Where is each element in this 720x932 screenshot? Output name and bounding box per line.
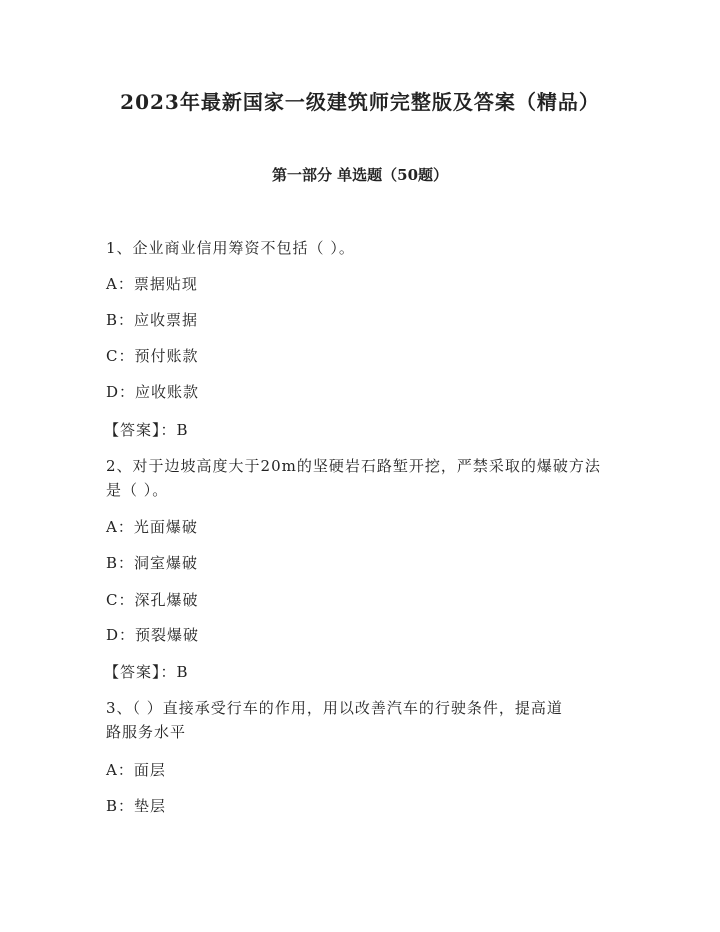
section-title: 第一部分 单选题（50题） (271, 166, 449, 184)
document-title: 2023年最新国家一级建筑师完整版及答案（精品） (120, 90, 600, 114)
question-1-option-d: D：应收账款 (106, 383, 200, 401)
question-1-option-a: A：票据贴现 (106, 275, 198, 293)
question-2-stem-line-2: 是（ ）。 (106, 481, 169, 499)
question-3-option-a: A：面层 (106, 761, 166, 779)
question-3-stem-line-2: 路服务水平 (106, 723, 187, 741)
question-2-option-c: C：深孔爆破 (106, 591, 199, 609)
question-1-answer: 【答案】：B (104, 421, 189, 439)
question-1-stem: 1、企业商业信用筹资不包括（ ）。 (106, 239, 355, 257)
question-3-option-b: B：垫层 (106, 797, 167, 815)
question-3-stem-line-1: 3、（ ）直接承受行车的作用，用以改善汽车的行驶条件，提高道 (106, 699, 563, 717)
question-2-stem-line-1: 2、对于边坡高度大于20m的坚硬岩石路堑开挖，严禁采取的爆破方法 (106, 457, 601, 475)
question-2-option-b: B：洞室爆破 (106, 554, 199, 572)
question-2-option-a: A：光面爆破 (106, 518, 198, 536)
question-1-option-c: C：预付账款 (106, 347, 199, 365)
question-1-option-b: B：应收票据 (106, 311, 199, 329)
question-2-option-d: D：预裂爆破 (106, 626, 200, 644)
question-2-answer: 【答案】：B (104, 663, 189, 681)
